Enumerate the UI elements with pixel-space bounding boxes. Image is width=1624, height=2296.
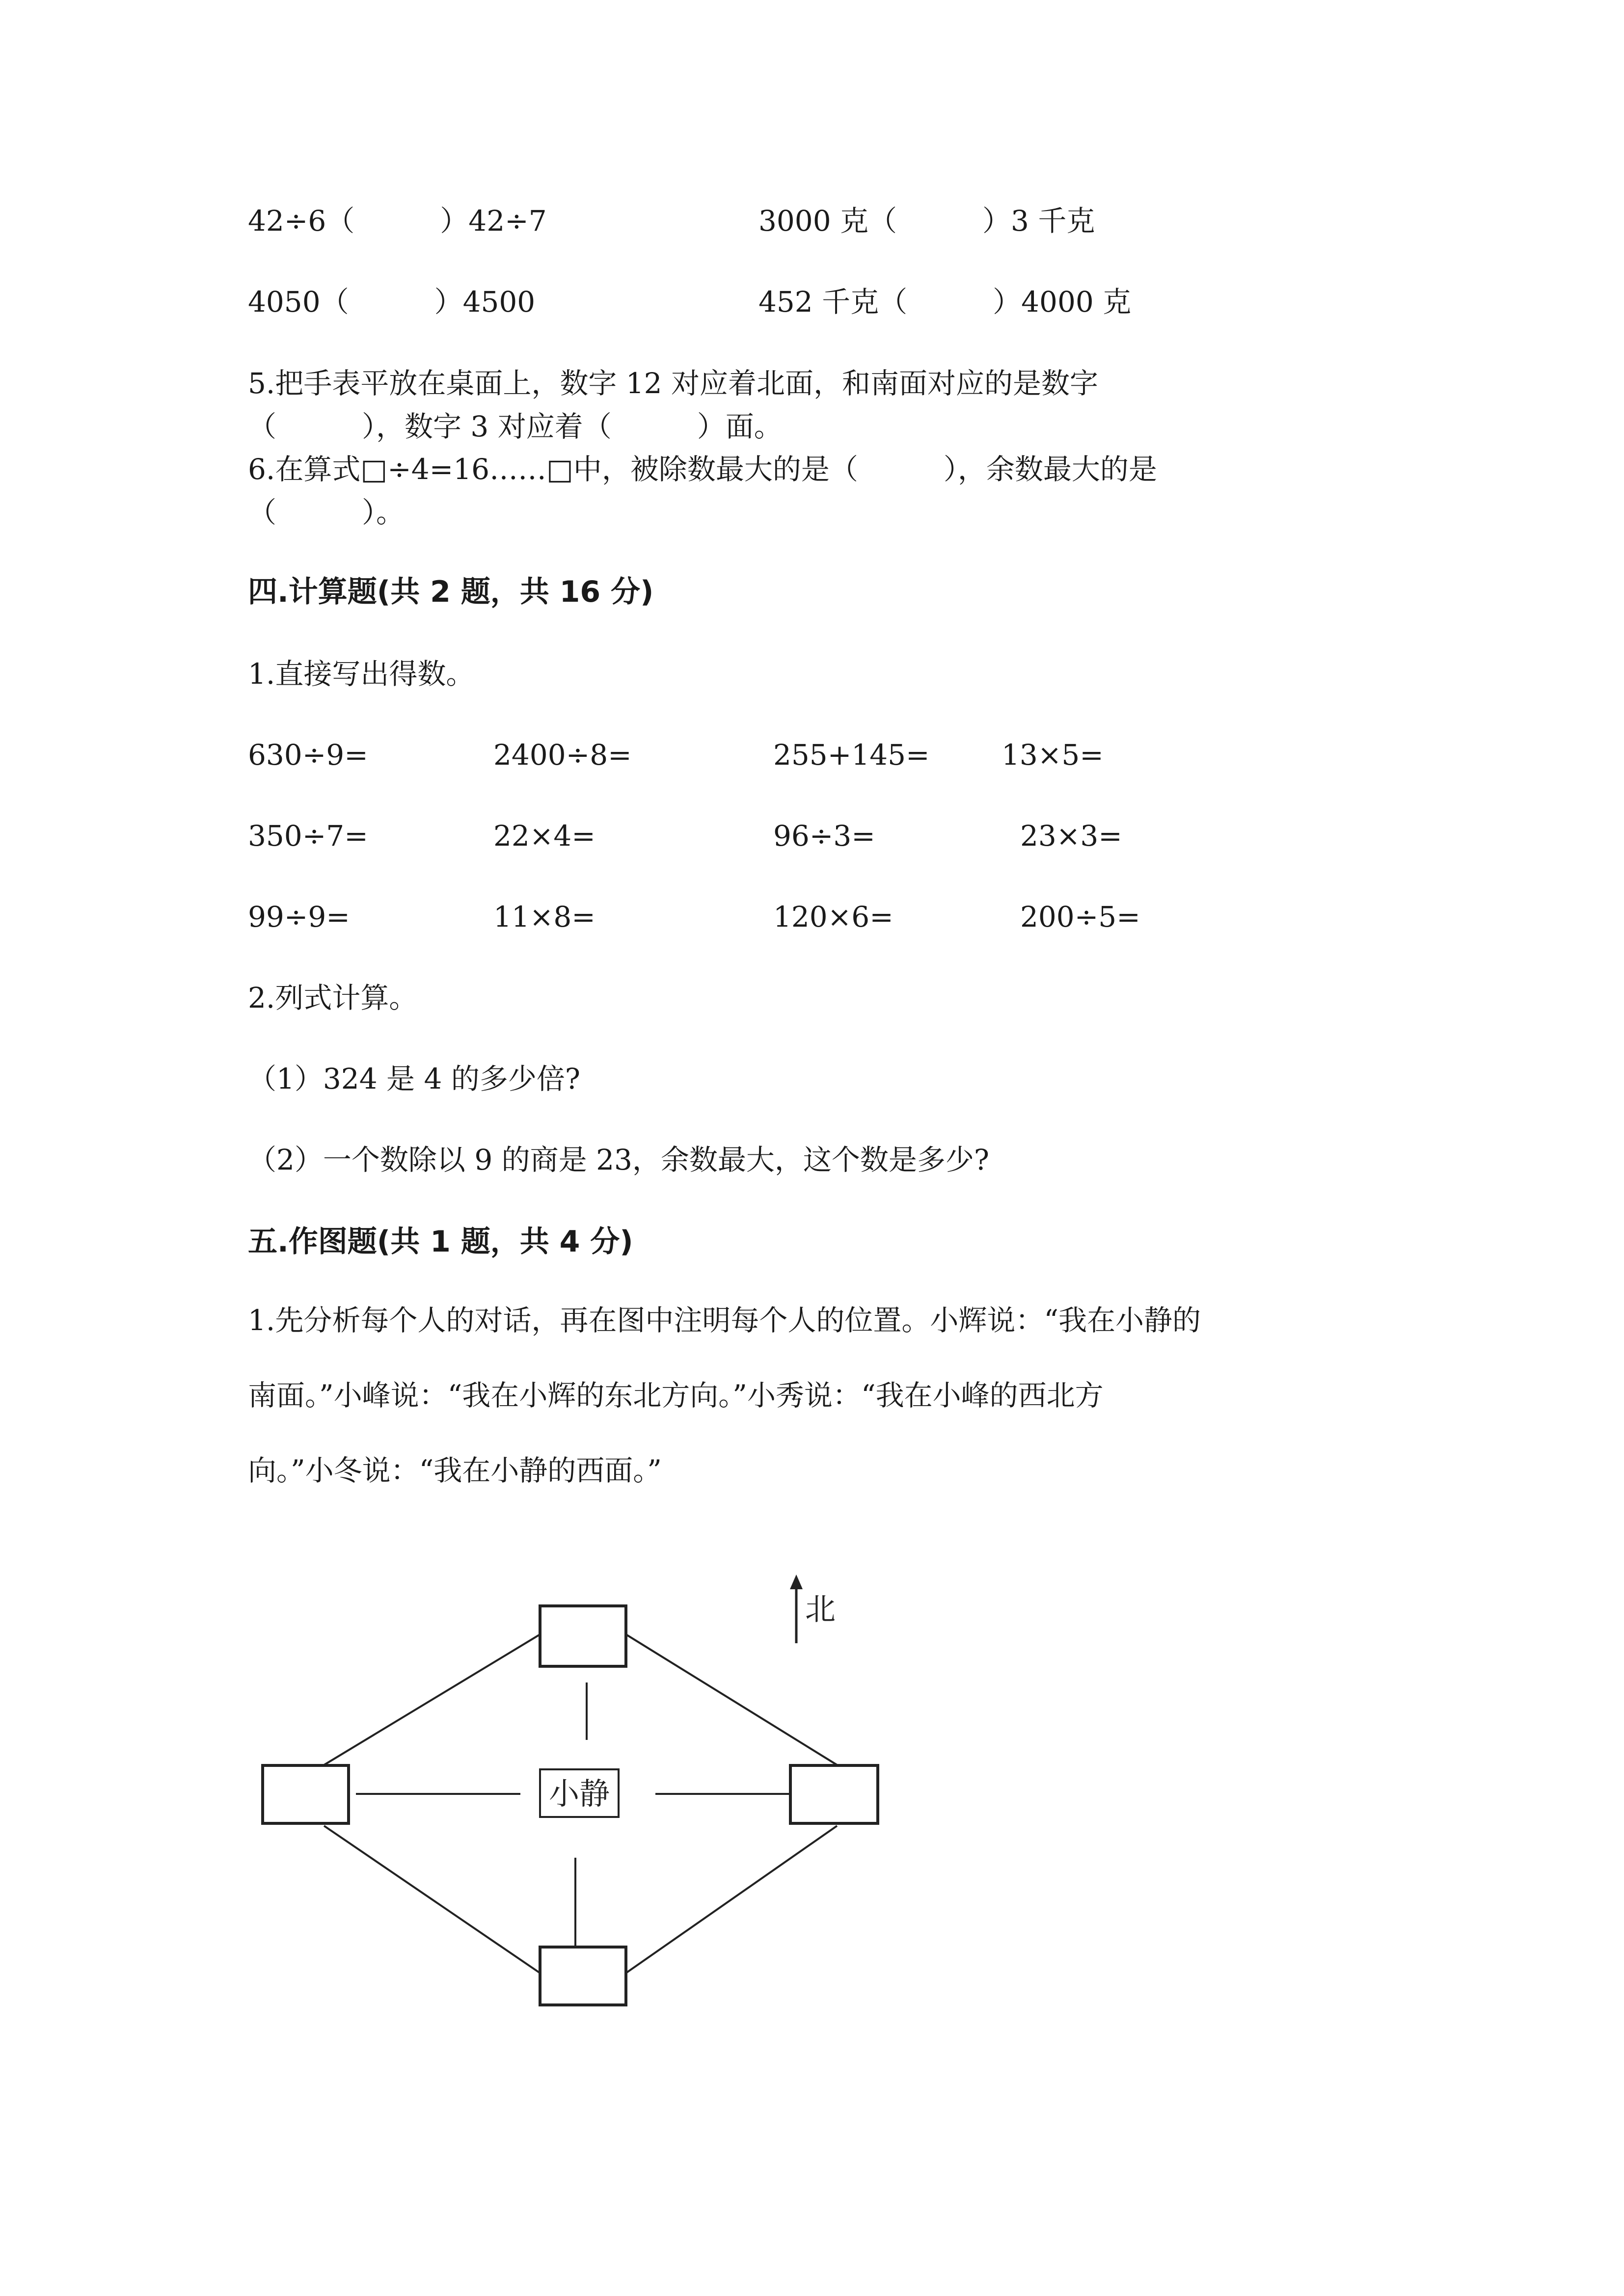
calc-cell: 200÷5= xyxy=(1020,900,1140,934)
section-5-heading: 五.作图题(共 1 题，共 4 分) xyxy=(248,1225,633,1259)
section-5-q1-line3: 向。”小冬说：“我在小静的西面。” xyxy=(248,1454,662,1487)
connector-line xyxy=(324,1826,540,1973)
north-arrow-head xyxy=(790,1575,803,1589)
calc-cell: 255+145= xyxy=(773,738,930,772)
calc-cell: 13×5= xyxy=(1001,738,1104,772)
calc-cell: 2400÷8= xyxy=(493,738,632,772)
answer-box-south xyxy=(540,1947,626,2005)
compare-r1-left: 42÷6（ ）42÷7 xyxy=(248,204,547,238)
question-6-line1: 6.在算式□÷4=16……□中，被除数最大的是（ ），余数最大的是 xyxy=(248,453,1157,486)
compare-r2-right: 452 千克（ ）4000 克 xyxy=(758,285,1132,319)
calc-cell: 11×8= xyxy=(493,900,595,934)
calc-cell: 99÷9= xyxy=(248,900,350,934)
calc-cell: 350÷7= xyxy=(248,819,368,853)
center-label: 小静 xyxy=(548,1776,610,1812)
section-5-q1-line2: 南面。”小峰说：“我在小辉的东北方向。”小秀说：“我在小峰的西北方 xyxy=(248,1379,1104,1412)
calc-cell: 23×3= xyxy=(1020,819,1122,853)
compare-r2-left: 4050（ ）4500 xyxy=(248,285,536,319)
section-5-q1-line1: 1.先分析每个人的对话，再在图中注明每个人的位置。小辉说：“我在小静的 xyxy=(248,1304,1201,1337)
question-5-line1: 5.把手表平放在桌面上，数字 12 对应着北面，和南面对应的是数字 xyxy=(248,367,1099,400)
north-label: 北 xyxy=(805,1591,836,1627)
calc-cell: 22×4= xyxy=(493,819,595,853)
section-4-q2-item-2: （2）一个数除以 9 的商是 23，余数最大，这个数是多少? xyxy=(248,1143,990,1176)
answer-box-east xyxy=(790,1765,878,1823)
connector-line xyxy=(324,1634,540,1765)
calc-cell: 96÷3= xyxy=(773,819,875,853)
calc-cell: 630÷9= xyxy=(248,738,368,772)
section-4-q1-title: 1.直接写出得数。 xyxy=(248,657,475,691)
question-6-line2: （ ）。 xyxy=(248,496,405,529)
answer-box-west xyxy=(263,1765,349,1823)
question-5-line2: （ ），数字 3 对应着（ ）面。 xyxy=(248,410,783,443)
compare-r1-right: 3000 克（ ）3 千克 xyxy=(758,204,1095,238)
answer-box-north xyxy=(540,1606,626,1666)
section-4-heading: 四.计算题(共 2 题，共 16 分) xyxy=(248,575,654,609)
section-4-q2-title: 2.列式计算。 xyxy=(248,981,418,1015)
calc-cell: 120×6= xyxy=(773,900,893,934)
connector-line xyxy=(626,1634,837,1765)
section-4-q2-item-1: （1）324 是 4 的多少倍? xyxy=(248,1062,580,1095)
connector-line xyxy=(626,1826,837,1973)
